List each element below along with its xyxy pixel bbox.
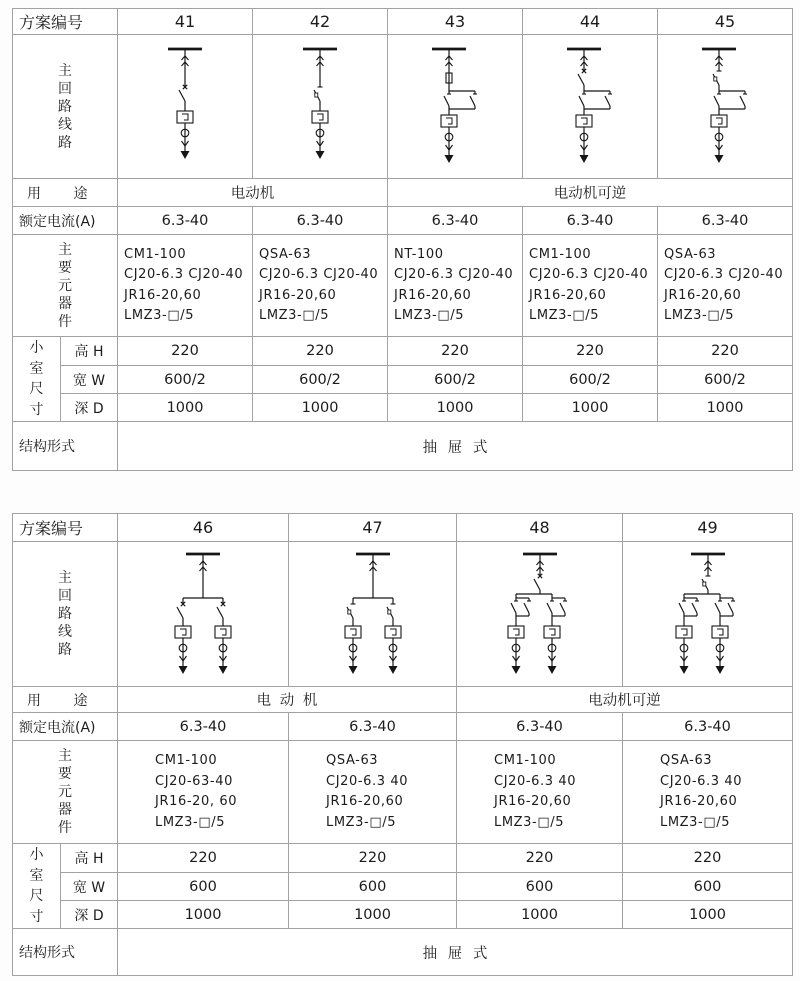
circuit-diagram-cell (253, 35, 388, 179)
width-value: 600 (289, 873, 457, 901)
rated-current-value: 6.3-40 (118, 713, 289, 741)
main-circuit-row (13, 542, 793, 687)
circuit-diagram-cell (118, 35, 253, 179)
thermal-relay-box-icon (576, 115, 592, 127)
component-item: LMZ3-□/5 (155, 814, 226, 830)
component-item: LMZ3-□/5 (124, 308, 195, 323)
contactor-contact-icon (714, 96, 719, 106)
scheme-number: 42 (253, 9, 388, 35)
outgoing-arrow-icon (389, 666, 398, 674)
component-item: JR16-20,60 (124, 287, 202, 303)
height-value: 220 (118, 844, 289, 873)
switch-blade (534, 579, 540, 590)
scheme-number: 41 (118, 9, 253, 35)
contactor-contact-icon (470, 96, 475, 106)
circuit-diagram-cell (388, 35, 523, 179)
components-cell (457, 741, 623, 844)
components-label: 主要元器件 (58, 748, 72, 836)
switch-blade (578, 74, 584, 85)
circuit-diagram-41 (118, 35, 252, 178)
component-item: CJ20-6.3 CJ20-40 (124, 267, 244, 282)
components-cell (623, 741, 793, 844)
depth-value: 1000 (388, 394, 523, 422)
component-item: JR16-20,60 (394, 287, 472, 303)
outgoing-arrow-icon (445, 155, 454, 163)
depth-label: 深 D (61, 394, 118, 422)
component-item: CM1-100 (155, 753, 218, 768)
scheme-number: 43 (388, 9, 523, 35)
rated-current-value: 6.3-40 (457, 713, 623, 741)
components-cell (253, 235, 388, 337)
rated-current-value: 6.3-40 (523, 207, 658, 235)
component-item: LMZ3-□/5 (259, 308, 330, 323)
rated-current-value: 6.3-40 (623, 713, 793, 741)
components-label-cell (13, 741, 118, 844)
contactor-contact-icon (679, 603, 684, 613)
scheme-number-row (13, 514, 793, 542)
component-item: CM1-100 (124, 246, 187, 262)
depth-value: 1000 (457, 901, 623, 929)
component-item: CJ20-6.3 CJ20-40 (664, 267, 784, 282)
thermal-relay-box-icon (544, 626, 560, 638)
circuit-diagram-45 (658, 35, 792, 178)
components-label-cell (13, 235, 118, 337)
outgoing-arrow-icon (349, 666, 358, 674)
scheme-number-label: 方案编号 (13, 9, 118, 35)
component-item: CJ20-6.3 CJ20-40 (529, 267, 649, 282)
component-item: CM1-100 (494, 753, 557, 768)
height-value: 220 (457, 844, 623, 873)
contactor-contact-icon (547, 603, 552, 613)
component-item: QSA-63 (660, 753, 713, 768)
fuse-switch-icon (714, 77, 717, 81)
usage-value: 电动机可逆 (457, 687, 793, 713)
scheme-number: 44 (523, 9, 658, 35)
component-item: QSA-63 (664, 246, 717, 262)
depth-label: 深 D (61, 901, 118, 929)
scheme-number: 47 (289, 514, 457, 542)
contactor-contact-icon (715, 603, 720, 613)
components-label: 主要元器件 (58, 241, 72, 330)
component-item: LMZ3-□/5 (394, 308, 465, 323)
component-item: QSA-63 (326, 753, 379, 768)
width-value: 600 (623, 873, 793, 901)
thermal-relay-box-icon (345, 626, 361, 638)
width-value: 600/2 (118, 366, 253, 394)
outgoing-arrow-icon (512, 666, 521, 674)
main-circuit-label-cell (13, 35, 118, 179)
compartment-width-row (13, 873, 793, 901)
scheme-number: 46 (118, 514, 289, 542)
switch-blade (177, 607, 183, 618)
compartment-size-label-cell (13, 337, 61, 422)
rated-current-row (13, 713, 793, 741)
component-item: CJ20-6.3 CJ20-40 (259, 267, 379, 282)
width-value: 600 (118, 873, 289, 901)
thermal-relay-box-icon (177, 111, 193, 123)
scheme-table-46-49 (12, 513, 793, 976)
thermal-relay-box-icon (312, 111, 328, 123)
structure-row (13, 929, 793, 976)
structure-value: 抽 屉 式 (118, 929, 793, 976)
height-label: 高 H (61, 844, 118, 873)
components-row (13, 235, 793, 337)
contactor-contact-icon (740, 96, 745, 106)
component-item: JR16-20, 60 (155, 794, 238, 809)
compartment-size-label: 小室尺寸 (29, 340, 44, 418)
outgoing-arrow-icon (316, 151, 325, 159)
depth-value: 1000 (623, 901, 793, 929)
contactor-contact-icon (692, 603, 697, 613)
circuit-diagram-cell (658, 35, 793, 179)
thermal-relay-box-icon (676, 626, 692, 638)
component-item: JR16-20,60 (660, 794, 738, 809)
rated-current-value: 6.3-40 (289, 713, 457, 741)
components-row (13, 741, 793, 844)
compartment-depth-row (13, 394, 793, 422)
thermal-relay-box-icon (441, 115, 457, 127)
outgoing-arrow-icon (548, 666, 557, 674)
rated-current-label: 额定电流(A) (13, 713, 118, 741)
rated-current-value: 6.3-40 (658, 207, 793, 235)
usage-value: 电动机 (118, 179, 388, 207)
rated-current-value: 6.3-40 (388, 207, 523, 235)
main-circuit-label-cell (13, 542, 118, 687)
contactor-contact-icon (728, 603, 733, 613)
circuit-diagram-cell (118, 542, 289, 687)
component-item: JR16-20,60 (664, 287, 742, 303)
scheme-table-41-45 (12, 8, 793, 471)
circuit-diagram-cell (523, 35, 658, 179)
switch-blade (217, 607, 223, 618)
main-circuit-label: 主回路线路 (58, 62, 72, 151)
circuit-diagram-42 (253, 35, 387, 178)
fuse-switch-icon (348, 610, 351, 614)
usage-value: 电 动 机 (118, 687, 457, 713)
circuit-diagram-43 (388, 35, 522, 178)
circuit-diagram-47 (289, 542, 456, 686)
structure-row (13, 422, 793, 471)
components-cell (118, 235, 253, 337)
height-value: 220 (623, 844, 793, 873)
component-item: LMZ3-□/5 (494, 814, 565, 830)
component-item: QSA-63 (259, 246, 312, 262)
contactor-contact-icon (560, 603, 565, 613)
outgoing-arrow-icon (680, 666, 689, 674)
thermal-relay-box-icon (385, 626, 401, 638)
component-item: CJ20-6.3 40 (326, 773, 409, 789)
fuse-switch-icon (388, 610, 391, 614)
scheme-number-row (13, 9, 793, 35)
component-item: JR16-20,60 (494, 794, 572, 809)
thermal-relay-box-icon (175, 626, 191, 638)
components-cell (523, 235, 658, 337)
circuit-diagram-44 (523, 35, 657, 178)
compartment-size-label: 小室尺寸 (29, 847, 44, 925)
width-label: 宽 W (61, 873, 118, 901)
depth-value: 1000 (289, 901, 457, 929)
compartment-depth-row (13, 901, 793, 929)
components-cell (388, 235, 523, 337)
circuit-diagram-cell (623, 542, 793, 687)
outgoing-arrow-icon (715, 155, 724, 163)
main-circuit-label: 主回路线路 (58, 570, 72, 658)
outgoing-arrow-icon (179, 666, 188, 674)
height-value: 220 (118, 337, 253, 366)
scheme-number: 49 (623, 514, 793, 542)
component-item: NT-100 (394, 246, 444, 262)
component-item: CJ20-63-40 (155, 773, 233, 789)
component-item: LMZ3-□/5 (326, 814, 397, 830)
contactor-contact-icon (579, 96, 584, 106)
component-item: JR16-20,60 (529, 287, 607, 303)
height-value: 220 (388, 337, 523, 366)
width-value: 600 (457, 873, 623, 901)
height-value: 220 (253, 337, 388, 366)
circuit-diagram-48 (457, 542, 622, 686)
structure-value: 抽 屉 式 (118, 422, 793, 471)
usage-row (13, 179, 793, 207)
component-item: CJ20-6.3 40 (660, 773, 743, 789)
rated-current-value: 6.3-40 (253, 207, 388, 235)
compartment-width-row (13, 366, 793, 394)
component-item: LMZ3-□/5 (529, 308, 600, 323)
usage-row (13, 687, 793, 713)
outgoing-arrow-icon (181, 151, 190, 159)
width-value: 600/2 (658, 366, 793, 394)
outgoing-arrow-icon (219, 666, 228, 674)
contactor-contact-icon (444, 96, 449, 106)
rated-current-label: 额定电流(A) (13, 207, 118, 235)
component-item: JR16-20,60 (326, 794, 404, 809)
scheme-number: 48 (457, 514, 623, 542)
structure-label: 结构形式 (13, 422, 118, 471)
outgoing-arrow-icon (580, 155, 589, 163)
switch-blade (179, 90, 185, 101)
fuse-switch-icon (703, 582, 706, 586)
contactor-contact-icon (524, 603, 529, 613)
depth-value: 1000 (118, 901, 289, 929)
circuit-diagram-49 (623, 542, 792, 686)
height-value: 220 (289, 844, 457, 873)
fuse-switch-icon (315, 93, 318, 97)
circuit-diagram-cell (289, 542, 457, 687)
width-label: 宽 W (61, 366, 118, 394)
usage-label: 用 途 (13, 687, 118, 713)
component-item: CJ20-6.3 CJ20-40 (394, 267, 514, 282)
scheme-number-label: 方案编号 (13, 514, 118, 542)
components-cell (658, 235, 793, 337)
component-item: LMZ3-□/5 (660, 814, 731, 830)
usage-label: 用 途 (13, 179, 118, 207)
depth-value: 1000 (253, 394, 388, 422)
height-label: 高 H (61, 337, 118, 366)
thermal-relay-box-icon (711, 115, 727, 127)
compartment-height-row (13, 844, 793, 873)
rated-current-row (13, 207, 793, 235)
rated-current-value: 6.3-40 (118, 207, 253, 235)
thermal-relay-box-icon (508, 626, 524, 638)
components-cell (289, 741, 457, 844)
contactor-contact-icon (511, 603, 516, 613)
component-item: LMZ3-□/5 (664, 308, 735, 323)
scheme-number: 45 (658, 9, 793, 35)
circuit-diagram-cell (457, 542, 623, 687)
width-value: 600/2 (388, 366, 523, 394)
thermal-relay-box-icon (215, 626, 231, 638)
component-item: CJ20-6.3 40 (494, 773, 577, 789)
height-value: 220 (523, 337, 658, 366)
components-cell (118, 741, 289, 844)
depth-value: 1000 (118, 394, 253, 422)
compartment-size-label-cell (13, 844, 61, 929)
contactor-contact-icon (605, 96, 610, 106)
structure-label: 结构形式 (13, 929, 118, 976)
circuit-diagram-46 (118, 542, 288, 686)
width-value: 600/2 (253, 366, 388, 394)
height-value: 220 (658, 337, 793, 366)
thermal-relay-box-icon (712, 626, 728, 638)
width-value: 600/2 (523, 366, 658, 394)
usage-value: 电动机可逆 (388, 179, 793, 207)
outgoing-arrow-icon (716, 666, 725, 674)
component-item: CM1-100 (529, 246, 592, 262)
depth-value: 1000 (523, 394, 658, 422)
main-circuit-row (13, 35, 793, 179)
depth-value: 1000 (658, 394, 793, 422)
component-item: JR16-20,60 (259, 287, 337, 303)
compartment-height-row (13, 337, 793, 366)
